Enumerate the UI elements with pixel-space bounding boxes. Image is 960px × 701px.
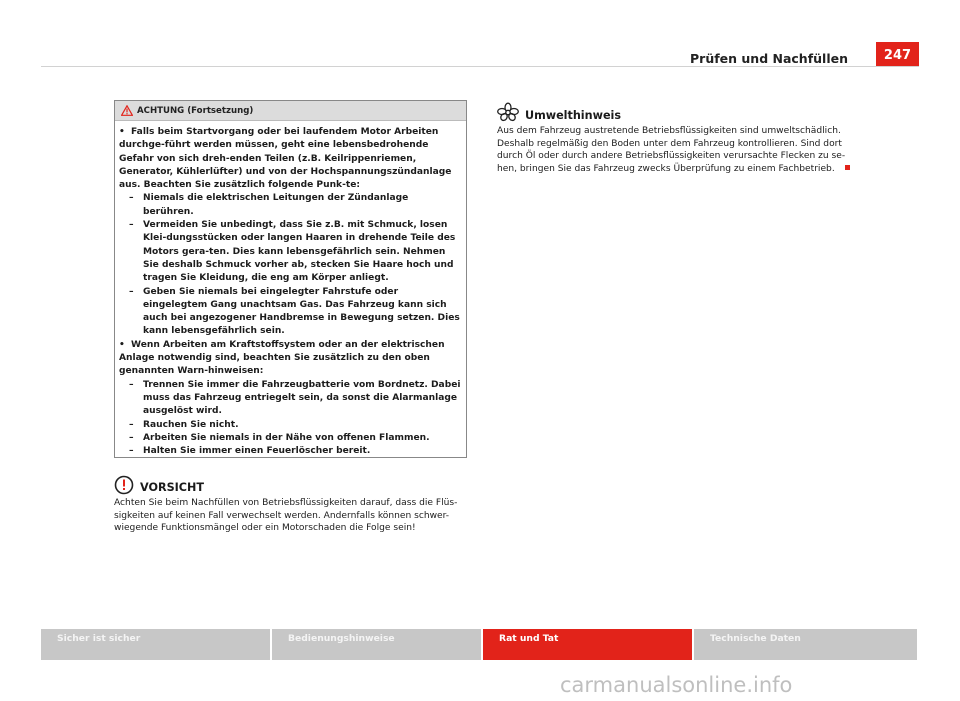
warning-subitem: – Arbeiten Sie niemals in der Nähe von offenen Flammen. — [129, 432, 430, 443]
warning-subitem-text: Halten Sie immer einen Feuerlöscher bereit. — [143, 446, 371, 457]
warning-subitem-text: Rauchen Sie nicht. — [143, 419, 239, 430]
tab-sicher-ist-sicher[interactable]: Sicher ist sicher — [41, 629, 270, 660]
warning-header — [115, 101, 466, 121]
caution-header — [114, 474, 470, 496]
warning-item-text: Falls beim Startvorgang oder bei laufendem Motor Arbeiten durchge-führt werden müssen, geht eine lebensbedrohende Gefahr von sich dreh-enden Teilen (z.B. Keilrippenriemen, Generator, Kühlerlüfter) und von der Hochspannungszündanlage aus. Beachten Sie zusätzlich folgende Punk-te: — [119, 127, 452, 191]
warning-subitem-text: Geben Sie niemals bei eingelegter Fahrstufe oder eingelegtem Gang unachtsam Gas. Das Fahrzeug kann sich auch bei angezogener Handbremse in Bewegung setzen. Dies kann lebensgefährlich sein. — [143, 286, 460, 337]
environment-header — [497, 100, 865, 124]
warning-subitem-text: Arbeiten Sie niemals in der Nähe von offenen Flammen. — [143, 432, 430, 443]
warning-subitem-text: Niemals die elektrischen Leitungen der Zündanlage berühren. — [143, 193, 409, 217]
environment-title: Umwelthinweis — [525, 108, 622, 122]
warning-item: • Wenn Arbeiten am Kraftstoffsystem oder an der elektrischen Anlage notwendig sind, beachten Sie zusätzlich zu den oben genannten Warn-hinweisen: — [119, 339, 445, 377]
warning-item: • Falls beim Startvorgang oder bei laufendem Motor Arbeiten durchge-führt werden müssen, geht eine lebensbedrohende Gefahr von sich dreh-enden Teilen (z.B. Keilrippenriemen, Generator, Kühlerlüfter) und von der Hochspannungszündanlage aus. Beachten Sie zusätzlich folgende Punk-te: — [119, 127, 452, 191]
tab-bedienungshinweise[interactable]: Bedienungshinweise — [272, 629, 481, 660]
warning-box — [114, 100, 467, 458]
tab-technische-daten[interactable]: Technische Daten — [694, 629, 917, 660]
caution-title: VORSICHT — [140, 480, 205, 494]
warning-triangle-icon — [121, 105, 133, 116]
caution-text: Achten Sie beim Nachfüllen von Betriebsflüssigkeiten darauf, dass die Flüs-sigkeiten auf keinen Fall verwechselt werden. Andernfalls können schwer-wiegende Funktionsmängel oder ein Motorschaden die Folge sein! — [114, 498, 458, 534]
header-divider — [41, 66, 919, 67]
environment-text-block — [497, 125, 865, 175]
section-end-marker — [845, 165, 850, 170]
environment-section — [497, 100, 865, 175]
warning-body — [115, 121, 466, 458]
warning-subitem-text: Trennen Sie immer die Fahrzeugbatterie vom Bordnetz. Dabei muss das Fahrzeug entriegelt sein, da sonst die Alarmanlage ausgelöst wird. — [143, 379, 461, 417]
warning-item-text: Wenn Arbeiten am Kraftstoffsystem oder an der elektrischen Anlage notwendig sind, beachten Sie zusätzlich zu den oben genannten Warn-hinweisen: — [119, 339, 445, 377]
environment-text: Aus dem Fahrzeug austretende Betriebsflüssigkeiten sind umweltschädlich. Deshalb regelmäßig den Boden unter dem Fahrzeug kontrollieren. Sind dort durch Öl oder durch andere Betriebsflüssigkeiten verursachte Flecken zu se-hen, bringen Sie das Fahrzeug zwecks Überprüfung zu einem Fachbetrieb. — [497, 126, 846, 174]
section-title: Prüfen und Nachfüllen — [690, 51, 848, 66]
watermark: carmanualsonline.info — [560, 673, 793, 697]
exclamation-circle-icon — [114, 475, 134, 495]
flower-icon — [497, 102, 519, 122]
warning-subitem: – Niemals die elektrischen Leitungen der Zündanlage berühren. — [129, 193, 409, 217]
warning-title: ACHTUNG (Fortsetzung) — [137, 105, 254, 116]
warning-subitem: – Rauchen Sie nicht. — [129, 419, 239, 430]
page-number: 247 — [876, 42, 919, 66]
tab-rat-und-tat[interactable]: Rat und Tat — [483, 629, 692, 660]
footer-nav — [41, 629, 919, 660]
warning-subitem: – Vermeiden Sie unbedingt, dass Sie z.B. mit Schmuck, losen Klei-dungsstücken oder langen Haaren in drehende Teile des Motors gera-ten. Dies kann lebensgefährlich sein. Nehmen Sie deshalb Schmuck vorher ab, stecken Sie Haare hoch und tragen Sie Kleidung, die eng am Körper anliegt. — [129, 220, 456, 284]
warning-subitem-text: Vermeiden Sie unbedingt, dass Sie z.B. mit Schmuck, losen Klei-dungsstücken oder langen Haaren in drehende Teile des Motors gera-ten. Dies kann lebensgefährlich sein. Nehmen Sie deshalb Schmuck vorher ab, stecken Sie Haare hoch und tragen Sie Kleidung, die eng am Körper anliegt. — [143, 220, 456, 284]
warning-subitem: – Trennen Sie immer die Fahrzeugbatterie vom Bordnetz. Dabei muss das Fahrzeug entriegelt sein, da sonst die Alarmanlage ausgelöst wird. — [129, 379, 461, 417]
caution-section — [114, 474, 470, 535]
warning-subitem: – Halten Sie immer einen Feuerlöscher bereit. — [129, 446, 371, 457]
warning-subitem: – Geben Sie niemals bei eingelegter Fahrstufe oder eingelegtem Gang unachtsam Gas. Das Fahrzeug kann sich auch bei angezogener Handbremse in Bewegung setzen. Dies kann lebensgefährlich sein. — [129, 286, 460, 337]
